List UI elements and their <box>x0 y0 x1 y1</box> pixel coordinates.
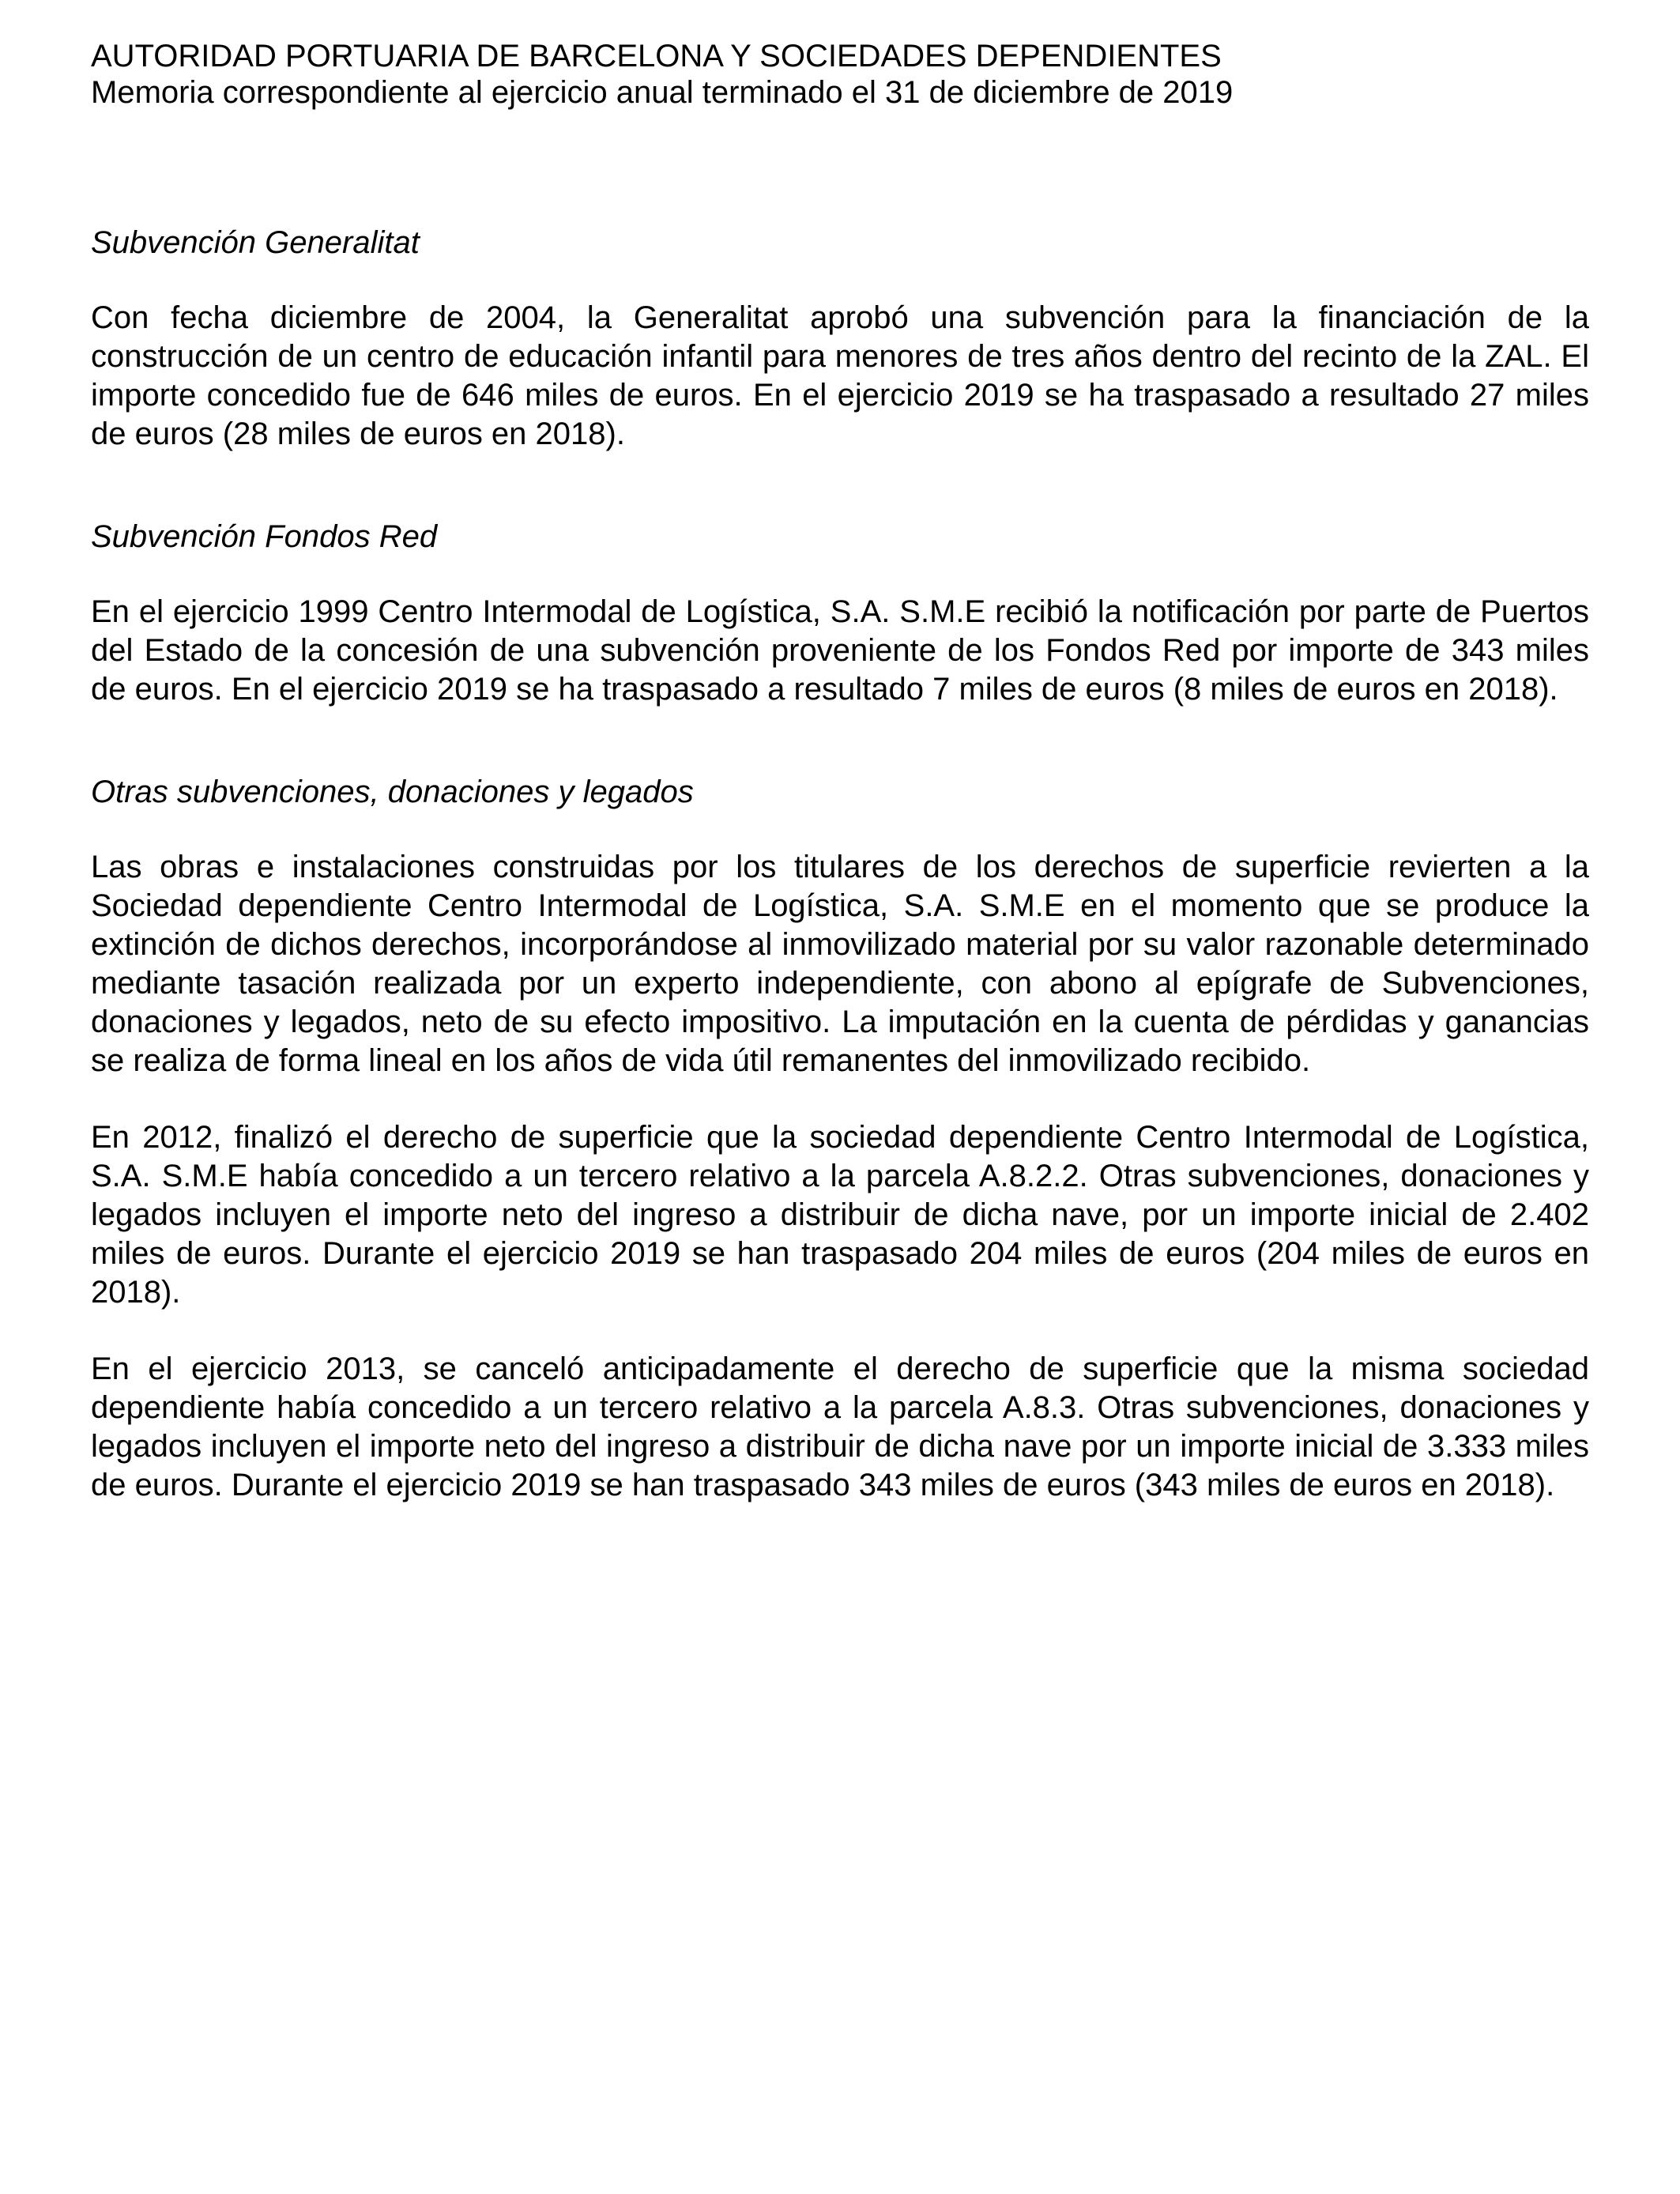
section-heading: Otras subvenciones, donaciones y legados <box>91 775 694 809</box>
section-paragraph: Con fecha diciembre de 2004, la Generalitat aprobó una subvención para la financiación de la construcción de un centro de educación infantil para menores de tres años dentro del recinto de la ZAL. El importe concedido fue de 646 miles de euros. En el ejercicio 2019 se ha traspasado a resultado 27 miles de euros (28 miles de euros en 2018). <box>91 300 1589 451</box>
section-otras-subvenciones <box>91 772 1589 1505</box>
section-heading: Subvención Generalitat <box>91 225 420 260</box>
organization-title: AUTORIDAD PORTUARIA DE BARCELONA Y SOCIEDADES DEPENDIENTES <box>91 39 1222 74</box>
report-subtitle: Memoria correspondiente al ejercicio anual terminado el 31 de diciembre de 2019 <box>91 75 1234 110</box>
section-paragraph: En el ejercicio 2013, se canceló anticipadamente el derecho de superficie que la misma sociedad dependiente había concedido a un tercero relativo a la parcela A.8.3. Otras subvenciones, donaciones y legados incluyen el importe neto del ingreso a distribuir de dicha nave por un importe inicial de 3.333 miles de euros. Durante el ejercicio 2019 se han traspasado 343 miles de euros (343 miles de euros en 2018). <box>91 1351 1589 1502</box>
section-heading: Subvención Fondos Red <box>91 519 438 554</box>
document-header <box>91 38 1589 111</box>
section-subvencion-fondos-red <box>91 517 1589 709</box>
section-paragraph: En el ejercicio 1999 Centro Intermodal de Logística, S.A. S.M.E recibió la notificación por parte de Puertos del Estado de la concesión de una subvención proveniente de los Fondos Red por importe de 343 miles de euros. En el ejercicio 2019 se ha traspasado a resultado 7 miles de euros (8 miles de euros en 2018). <box>91 594 1589 707</box>
section-paragraph: Las obras e instalaciones construidas por los titulares de los derechos de superficie revierten a la Sociedad dependiente Centro Intermodal de Logística, S.A. S.M.E en el momento que se produce la extinción de dichos derechos, incorporándose al inmovilizado material por su valor razonable determinado mediante tasación realizada por un experto independiente, con abono al epígrafe de Subvenciones, donaciones y legados, neto de su efecto impositivo. La imputación en la cuenta de pérdidas y ganancias se realiza de forma lineal en los años de vida útil remanentes del inmovilizado recibido. <box>91 850 1589 1078</box>
section-subvencion-generalitat <box>91 223 1589 454</box>
section-paragraph: En 2012, finalizó el derecho de superficie que la sociedad dependiente Centro Intermodal de Logística, S.A. S.M.E había concedido a un tercero relativo a la parcela A.8.2.2. Otras subvenciones, donaciones y legados incluyen el importe neto del ingreso a distribuir de dicha nave, por un importe inicial de 2.402 miles de euros. Durante el ejercicio 2019 se han traspasado 204 miles de euros (204 miles de euros en 2018). <box>91 1120 1589 1310</box>
